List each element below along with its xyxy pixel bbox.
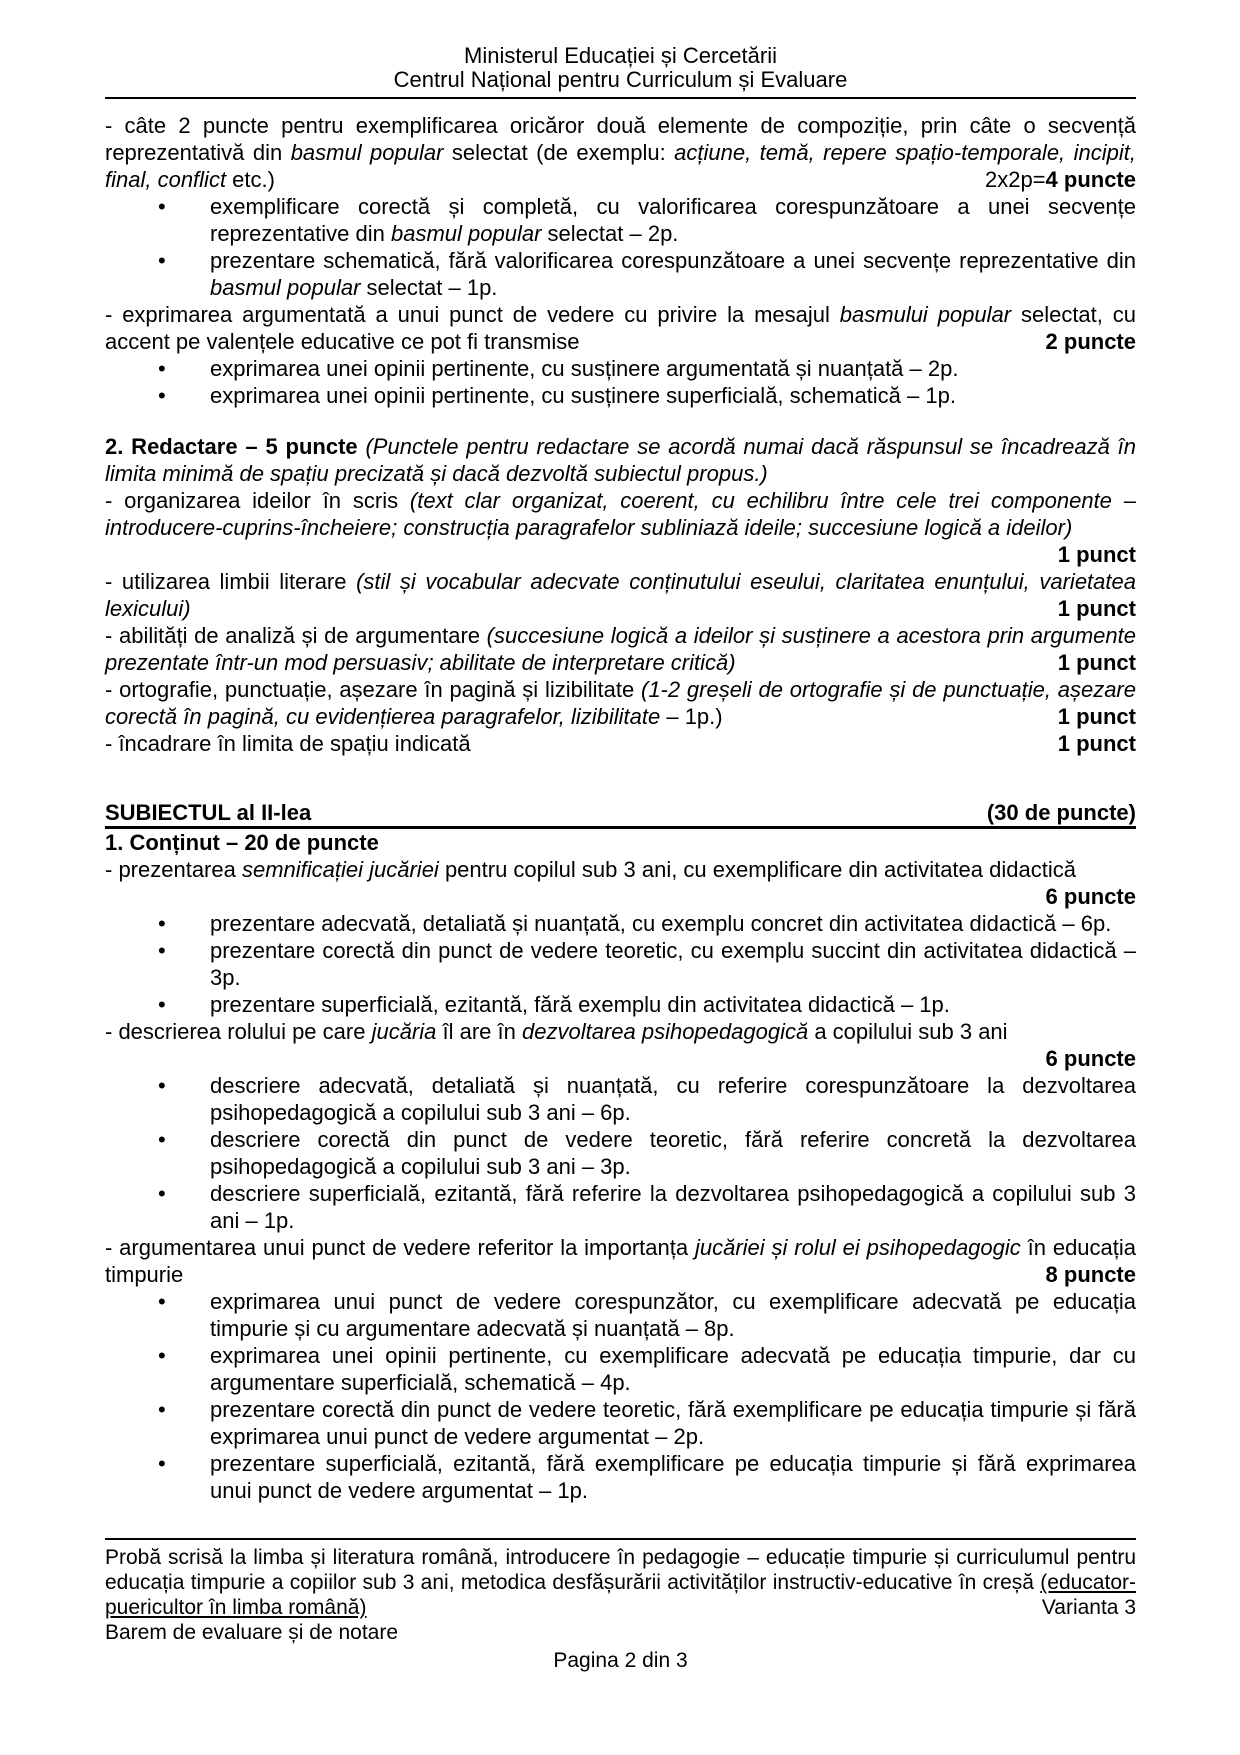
text-run-italic: semnificației jucăriei: [241, 857, 439, 882]
department-line: Centrul Național pentru Curriculum și Evaluare: [393, 67, 848, 92]
text-run: - descrierea rolului pe care: [105, 1019, 372, 1044]
bullet-item: [210, 1450, 1136, 1504]
points-value: 6 puncte: [1045, 1046, 1136, 1071]
text-run: în educația timpurie: [105, 1235, 1137, 1287]
footer-program-underlined: (educator-puericultor în limba română): [105, 1571, 1136, 1619]
text-run: prezentare schematică, fără valorificarea corespunzătoare a unei secvențe reprezentative din: [210, 248, 1136, 273]
spacer: [105, 409, 1136, 433]
footer: [105, 1538, 1136, 1673]
criterion-ortografie: [105, 676, 1136, 730]
points-value: 2 puncte: [1045, 329, 1136, 354]
criterion-composition: [105, 112, 1136, 193]
criterion-incadrare: [105, 730, 1136, 757]
text-run: - ortografie, punctuație, așezare în pagină și lizibilitate: [105, 677, 641, 702]
criterion-prezentare-semnificatie: [105, 856, 1136, 910]
text-run: selectat – 1p.: [360, 275, 498, 300]
text-run: exemplificare corectă și completă, cu valorificarea corespunzătoare a unei secvențe reprezentative din: [210, 194, 1136, 246]
text-run: - prezentarea: [105, 857, 242, 882]
bullet-item: [210, 1126, 1136, 1180]
text-run-italic: basmul popular: [210, 275, 361, 300]
points-value: 1 punct: [1057, 596, 1136, 621]
text-run-italic: acțiune, temă, repere spațio-temporale, incipit, final, conflict: [105, 140, 1136, 192]
criterion-argumentare: [105, 1234, 1136, 1288]
points-value: 1 punct: [1057, 704, 1136, 729]
barem-label: Barem de evaluare și de notare: [105, 1621, 399, 1644]
section-redactare-title: [105, 433, 1136, 487]
text-run: a copilului sub 3 ani: [808, 1019, 1008, 1044]
bullet-item: [210, 1288, 1136, 1342]
bullet-item: [210, 1180, 1136, 1234]
bullet-item: [210, 382, 1136, 409]
bullet-item: [210, 193, 1136, 247]
text-run: - câte 2 puncte pentru exemplificarea oricăror două elemente de compoziție, prin câte o secvență reprezentativă din: [105, 113, 1136, 165]
points-value: 6 puncte: [1045, 884, 1136, 909]
text-run: - încadrare în limita de spațiu indicată: [105, 731, 471, 756]
text-run-italic: basmul popular: [391, 221, 542, 246]
text-run: selectat (de exemplu:: [443, 140, 675, 165]
text-run: - exprimarea argumentată a unui punct de vedere cu privire la mesajul: [105, 302, 840, 327]
redactare-note: (Punctele pentru redactare se acordă numai dacă răspunsul se încadrează în limita minimă de spațiu precizată și dacă dezvoltă subiectul propus.): [105, 434, 1137, 486]
text-run-italic: jucăriei și rolul ei psihopedagogic: [694, 1235, 1021, 1260]
text-run: - organizarea ideilor în scris: [105, 488, 410, 513]
text-run: selectat, cu accent pe valențele educative ce pot fi transmise: [105, 302, 1136, 354]
criterion-abilitati: [105, 622, 1136, 676]
bullet-item: [210, 1342, 1136, 1396]
text-run: - argumentarea unui punct de vedere referitor la importanța: [105, 1235, 695, 1260]
ministry-line: Ministerul Educației și Cercetării: [464, 43, 777, 68]
text-run: prezentare corectă din punct de vedere teoretic, cu exemplu succint din activitatea didactică – 3p.: [210, 938, 1136, 990]
text-run-italic: (text clar organizat, coerent, cu echilibru între cele trei componente – introducere-cuprins-încheiere; construcția paragrafelor subliniază ideile; succesiune logică a ideilor): [105, 488, 1136, 540]
criterion-message: [105, 301, 1136, 355]
bullet-item: [210, 1396, 1136, 1450]
points-value: 2x2p=4 puncte: [984, 167, 1136, 192]
points-value: 1 punct: [1057, 542, 1136, 567]
text-run: îl are în: [436, 1019, 522, 1044]
bullet-item: [210, 910, 1136, 937]
text-run: - abilități de analiză și de argumentare: [105, 623, 487, 648]
text-run-italic: dezvoltarea psihopedagogică: [521, 1019, 809, 1044]
text-run: descriere adecvată, detaliată și nuanțată, cu referire corespunzătoare la dezvoltarea psihopedagogică a copilului sub 3 ani – 6p.: [210, 1073, 1136, 1125]
text-run-italic: (stil și vocabular adecvate conținutului eseului, claritatea enunțului, varietatea lexicului): [105, 569, 1136, 621]
page-number: Pagina 2 din 3: [553, 1649, 688, 1672]
redactare-heading: 2. Redactare – 5 puncte: [105, 434, 358, 459]
text-run: Probă scrisă la limba și literatura română, introducere în pedagogie – educație timpurie și curriculumul pentru educația timpurie a copiilor sub 3 ani, metodica desfășurării activităților instructiv-educative în creșă: [105, 1546, 1136, 1594]
bullet-item: [210, 247, 1136, 301]
text-run: prezentare superficială, ezitantă, fără exemplu din activitatea didactică – 1p.: [210, 992, 950, 1017]
text-run: descriere corectă din punct de vedere teoretic, fără referire concretă la dezvoltarea psihopedagogică a copilului sub 3 ani – 3p.: [210, 1127, 1136, 1179]
text-run: etc.): [226, 167, 275, 192]
text-run-italic: (1-2 greșeli de ortografie și de punctuație, așezare corectă în pagină, cu evidențierea paragrafelor, lizibilitate: [105, 677, 1136, 729]
bullet-item: [210, 991, 1136, 1018]
bullet-item: [210, 1072, 1136, 1126]
criterion-organizare: [105, 487, 1136, 541]
points-value: 1 punct: [1057, 650, 1136, 675]
text-run-italic: basmul popular: [290, 140, 444, 165]
text-run: exprimarea unei opinii pertinente, cu exemplificare adecvată pe educația timpurie, dar cu argumentare superficială, schematică – 4p.: [210, 1343, 1136, 1395]
text-run: prezentare adecvată, detaliată și nuanțată, cu exemplu concret din activitatea didactică – 6p.: [210, 911, 1112, 936]
text-run: exprimarea unui punct de vedere corespunzător, cu exemplificare adecvată pe educația timpurie și cu argumentare adecvată și nuanțată – 8p.: [210, 1289, 1136, 1341]
content-title: 1. Conținut – 20 de puncte: [105, 830, 379, 855]
subject2-header: [105, 799, 1136, 829]
text-run: descriere superficială, ezitantă, fără referire la dezvoltarea psihopedagogică a copilului sub 3 ani – 1p.: [210, 1181, 1136, 1233]
criterion-descriere-rol: [105, 1018, 1136, 1045]
subject2-points: (30 de puncte): [986, 800, 1136, 825]
text-run: pentru copilul sub 3 ani, cu exemplificare din activitatea didactică: [438, 857, 1076, 882]
text-run: selectat – 2p.: [541, 221, 679, 246]
text-run: exprimarea unei opinii pertinente, cu susținere argumentată și nuanțată – 2p.: [210, 356, 959, 381]
text-run-italic: basmului popular: [839, 302, 1012, 327]
text-run: exprimarea unei opinii pertinente, cu susținere superficială, schematică – 1p.: [210, 383, 956, 408]
points-value: 8 puncte: [1045, 1262, 1136, 1287]
points-prefix: 2x2p=: [984, 167, 1046, 192]
text-run-italic: (succesiune logică a ideilor și susținere a acestora prin argumente prezentate într-un mod persuasiv; abilitate de interpretare critică): [105, 623, 1136, 675]
variant-label: Varianta 3: [1041, 1596, 1136, 1619]
spacer: [105, 757, 1136, 799]
text-run-italic: jucăria: [371, 1019, 437, 1044]
text-run: prezentare superficială, ezitantă, fără exemplificare pe educația timpurie și fără exprimarea unui punct de vedere argumentat – 1p.: [210, 1451, 1136, 1503]
text-run: – 1p.): [660, 704, 723, 729]
criterion-limba-literara: [105, 568, 1136, 622]
footer-description: [105, 1545, 1136, 1620]
bullet-item: [210, 355, 1136, 382]
subject2-title: SUBIECTUL al II-lea: [105, 800, 312, 825]
text-run: - utilizarea limbii literare: [105, 569, 357, 594]
points-value: 1 punct: [1057, 731, 1136, 756]
doc-header: [105, 44, 1136, 99]
bullet-item: [210, 937, 1136, 991]
text-run: prezentare corectă din punct de vedere teoretic, fără exemplificare pe educația timpurie și fără exprimarea unui punct de vedere argumentat – 2p.: [210, 1397, 1136, 1449]
